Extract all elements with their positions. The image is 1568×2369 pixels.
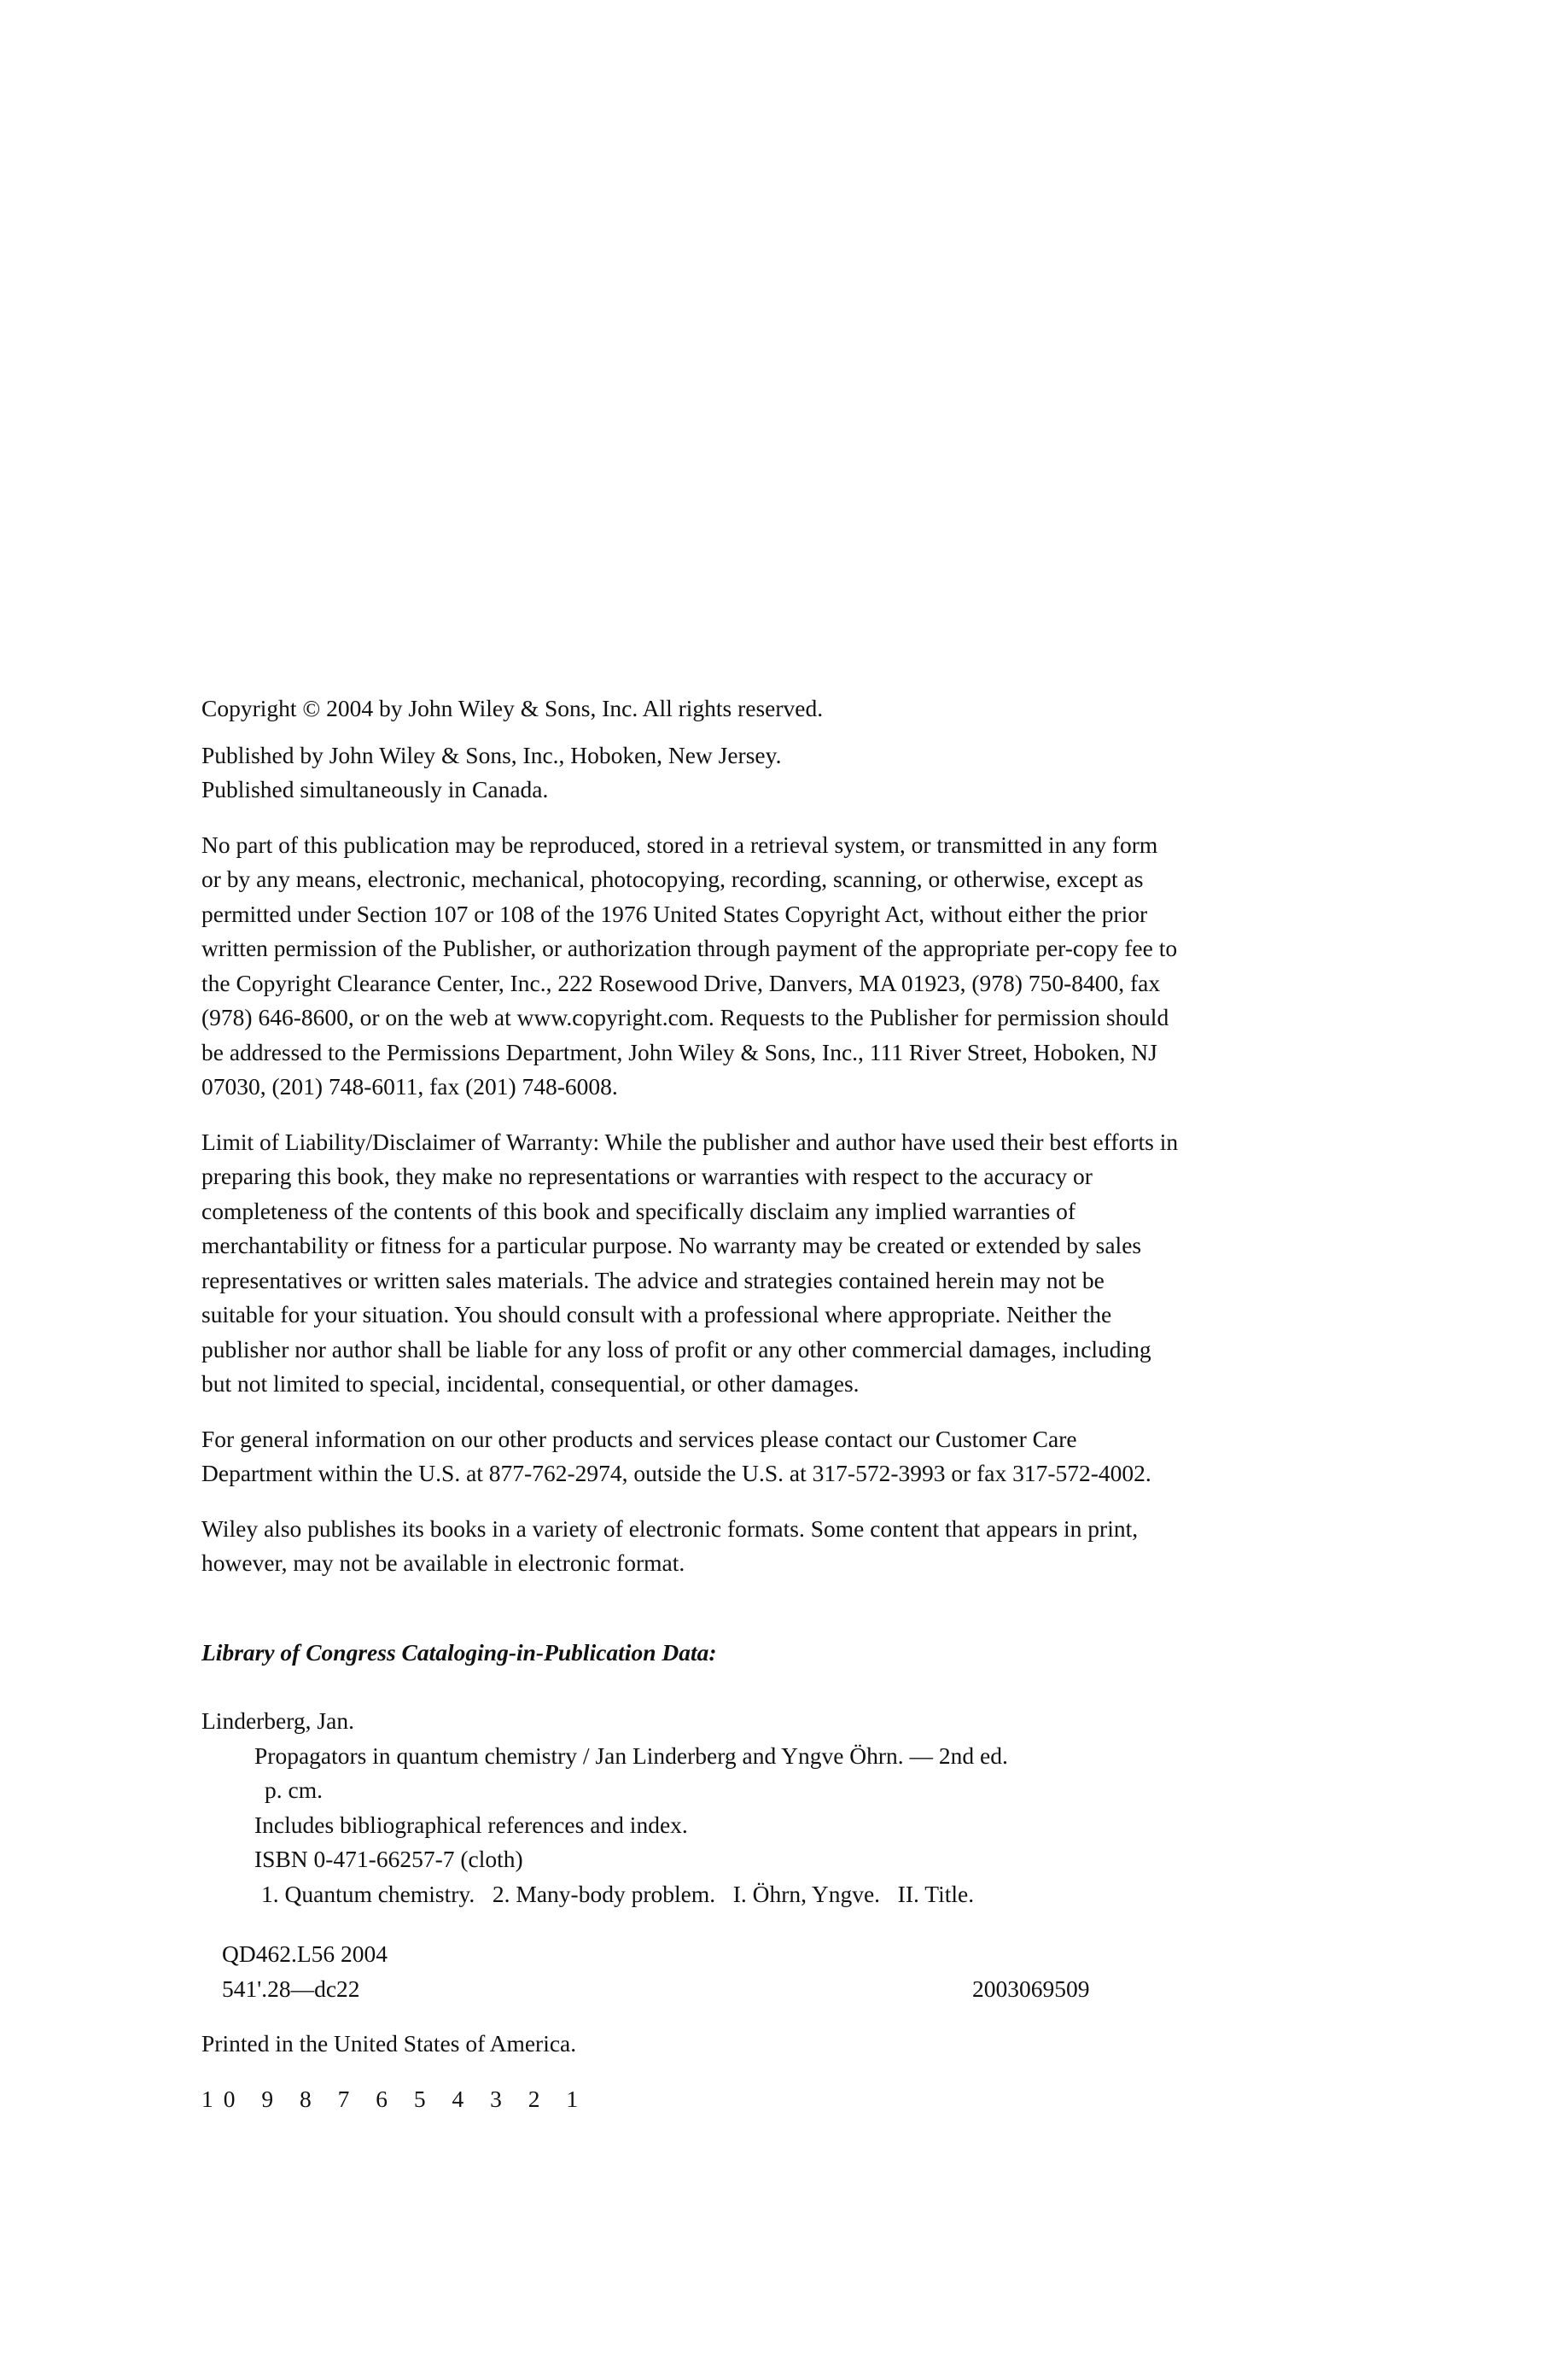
text-line: however, may not be available in electronic format. <box>201 1549 685 1576</box>
published-line: Published by John Wiley & Sons, Inc., Hoboken, New Jersey. <box>201 741 782 768</box>
cip-subjects: 1. Quantum chemistry. 2. Many-body problem. I. Öhrn, Yngve. II. Title. <box>261 1880 975 1907</box>
cip-call-number: QD462.L56 2004 <box>222 1940 388 1967</box>
text-line: 07030, (201) 748-6011, fax (201) 748-6008. <box>201 1073 618 1100</box>
cip-dewey: 541'.28—dc22 <box>222 1975 360 2002</box>
text-line: but not limited to special, incidental, consequential, or other damages. <box>201 1370 860 1397</box>
cip-isbn: ISBN 0-471-66257-7 (cloth) <box>254 1846 523 1872</box>
cip-lccn: 2003069509 <box>972 1975 1090 2002</box>
electronic-formats-paragraph <box>201 1512 1345 1581</box>
text-line: No part of this publication may be reproduced, stored in a retrieval system, or transmitted in any form <box>201 831 1158 858</box>
cip-pages: p. cm. <box>265 1777 323 1803</box>
text-line: For general information on our other products and services please contact our Customer Care <box>201 1425 1077 1452</box>
cip-heading: Library of Congress Cataloging-in-Publication Data: <box>201 1638 717 1666</box>
text-line: the Copyright Clearance Center, Inc., 222 Rosewood Drive, Danvers, MA 01923, (978) 750-8400, fax <box>201 969 1161 996</box>
permissions-paragraph <box>201 828 1345 1105</box>
published-line: Published simultaneously in Canada. <box>201 776 549 802</box>
customer-care-paragraph <box>201 1422 1345 1491</box>
text-line: suitable for your situation. You should consult with a professional where appropriate. Neither the <box>201 1301 1112 1327</box>
printed-in: Printed in the United States of America. <box>201 2030 577 2057</box>
publisher-block <box>201 738 1345 808</box>
text-line: permitted under Section 107 or 108 of the 1976 United States Copyright Act, without either the prior <box>201 900 1148 927</box>
copyright-page <box>201 691 1345 2116</box>
print-line: 10 9 8 7 6 5 4 3 2 1 <box>201 2085 589 2112</box>
cip-block <box>201 1636 1345 2007</box>
cip-includes: Includes bibliographical references and index. <box>254 1811 688 1838</box>
text-line: preparing this book, they make no representations or warranties with respect to the accuracy or <box>201 1163 1093 1189</box>
text-line: publisher nor author shall be liable for any loss of profit or any other commercial damages, including <box>201 1335 1151 1362</box>
text-line: (978) 646-8600, or on the web at www.copyright.com. Requests to the Publisher for permission should <box>201 1004 1169 1030</box>
copyright-notice: Copyright © 2004 by John Wiley & Sons, Inc. All rights reserved. <box>201 695 824 721</box>
text-line: Limit of Liability/Disclaimer of Warranty: While the publisher and author have used their best efforts in <box>201 1128 1179 1155</box>
cip-title: Propagators in quantum chemistry / Jan Linderberg and Yngve Öhrn. — 2nd ed. <box>254 1742 1008 1769</box>
text-line: Department within the U.S. at 877-762-2974, outside the U.S. at 317-572-3993 or fax 317-572-4002. <box>201 1460 1151 1486</box>
text-line: written permission of the Publisher, or authorization through payment of the appropriate per-copy fee to <box>201 935 1178 961</box>
text-line: Wiley also publishes its books in a variety of electronic formats. Some content that appears in print, <box>201 1514 1139 1542</box>
text-line: merchantability or fitness for a particular purpose. No warranty may be created or extended by sales <box>201 1232 1142 1258</box>
liability-paragraph <box>201 1125 1345 1402</box>
cip-classification-row <box>201 1972 1345 2007</box>
text-line: or by any means, electronic, mechanical, photocopying, recording, scanning, or otherwise, except as <box>201 866 1144 892</box>
text-line: be addressed to the Permissions Department, John Wiley & Sons, Inc., 111 River Street, Hoboken, NJ <box>201 1038 1157 1065</box>
cip-author: Linderberg, Jan. <box>201 1707 354 1734</box>
text-line: representatives or written sales materials. The advice and strategies contained herein may not be <box>201 1266 1105 1293</box>
text-line: completeness of the contents of this book and specifically disclaim any implied warranties of <box>201 1197 1076 1224</box>
